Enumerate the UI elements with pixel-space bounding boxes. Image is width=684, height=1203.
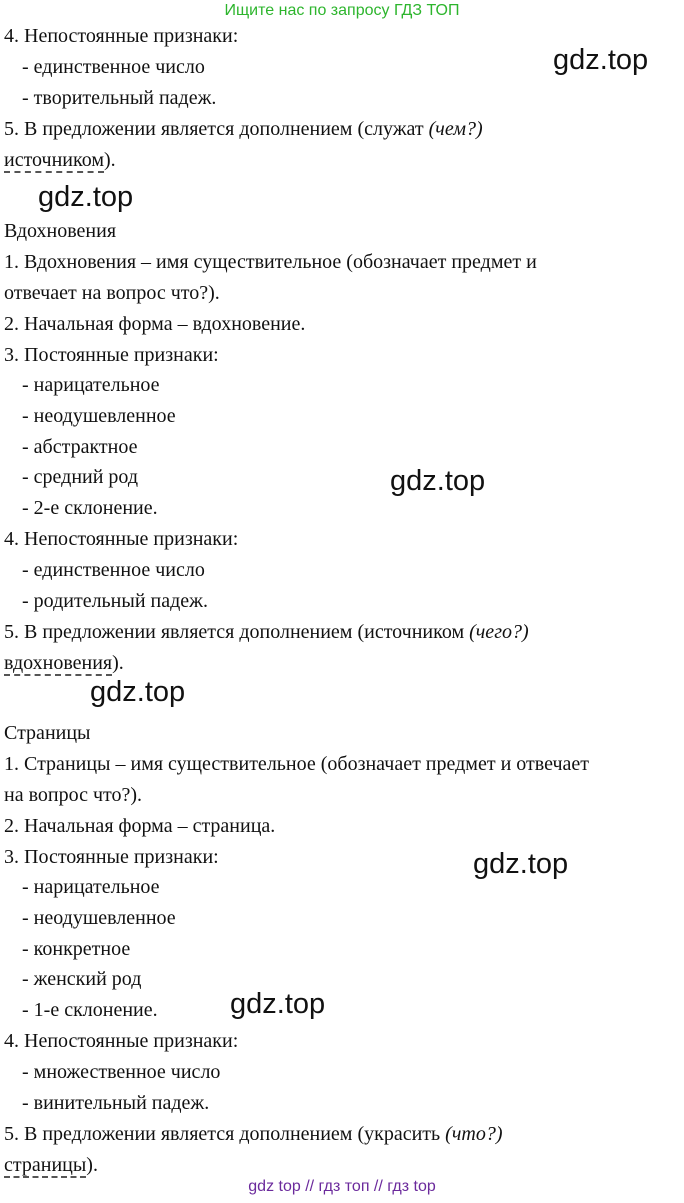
text-line: - нарицательное [22,876,160,898]
text-line: - неодушевленное [22,405,176,427]
text-line: 3. Постоянные признаки: [4,344,219,366]
section-heading: Страницы [4,722,91,744]
watermark: gdz.top [390,465,486,497]
text-segment: ). [86,1154,98,1176]
footer-links[interactable]: gdz top // гдз топ // гдз top [248,1178,436,1195]
text-line: - конкретное [22,938,131,960]
search-banner[interactable]: Ищите нас по запросу ГДЗ ТОП [224,2,460,19]
text-line: - нарицательное [22,374,160,396]
text-line: - абстрактное [22,436,138,458]
text-segment: ). [103,149,116,171]
watermark: gdz.top [473,848,569,880]
text-segment: 5. В предложении является дополнением (украсить [4,1123,446,1145]
watermark: gdz.top [553,44,649,76]
question-italic: (чего?) [469,621,529,643]
text-line: - женский род [22,968,142,990]
watermark: gdz.top [90,676,186,708]
text-line: - единственное число [22,559,205,581]
text-line: 4. Непостоянные признаки: [4,528,239,550]
text-line: - 1-е склонение. [22,999,158,1021]
text-line: 1. Вдохновения – имя существительное (обозначает предмет и [4,251,537,273]
text-line: - винительный падеж. [22,1092,210,1114]
text-line: 4. Непостоянные признаки: [4,25,239,47]
text-line: - 2-е склонение. [22,497,158,519]
text-line [4,620,529,644]
text-line: 3. Постоянные признаки: [4,846,219,868]
text-line: 2. Начальная форма – вдохновение. [4,313,306,335]
text-segment: ). [112,652,124,674]
question-italic: (что?) [445,1123,503,1145]
text-line: - творительный падеж. [22,87,217,109]
text-line [4,117,483,141]
text-line [4,148,116,172]
watermark: gdz.top [38,181,134,213]
text-line: 2. Начальная форма – страница. [4,815,276,837]
text-line [4,1153,98,1177]
question-italic: (чем?) [428,118,483,140]
text-line: отвечает на вопрос что?). [4,282,220,304]
section-heading: Вдохновения [4,220,117,242]
text-line: на вопрос что?). [4,784,143,806]
watermark: gdz.top [230,988,326,1020]
text-line: - неодушевленное [22,907,176,929]
text-line [4,1122,502,1146]
text-line: 4. Непостоянные признаки: [4,1030,239,1052]
text-line: - единственное число [22,56,205,78]
text-line: - родительный падеж. [22,590,208,612]
text-line [4,651,124,675]
underlined-word: вдохновения [4,652,113,674]
text-line: - множественное число [22,1061,221,1083]
text-line: 1. Страницы – имя существительное (обозначает предмет и отвечает [4,753,590,775]
text-segment: 5. В предложении является дополнением (служат [4,118,429,140]
text-segment: 5. В предложении является дополнением (источником [4,621,470,643]
underlined-word: страницы [4,1154,87,1176]
underlined-word: источником [4,149,104,171]
text-line: - средний род [22,466,139,488]
